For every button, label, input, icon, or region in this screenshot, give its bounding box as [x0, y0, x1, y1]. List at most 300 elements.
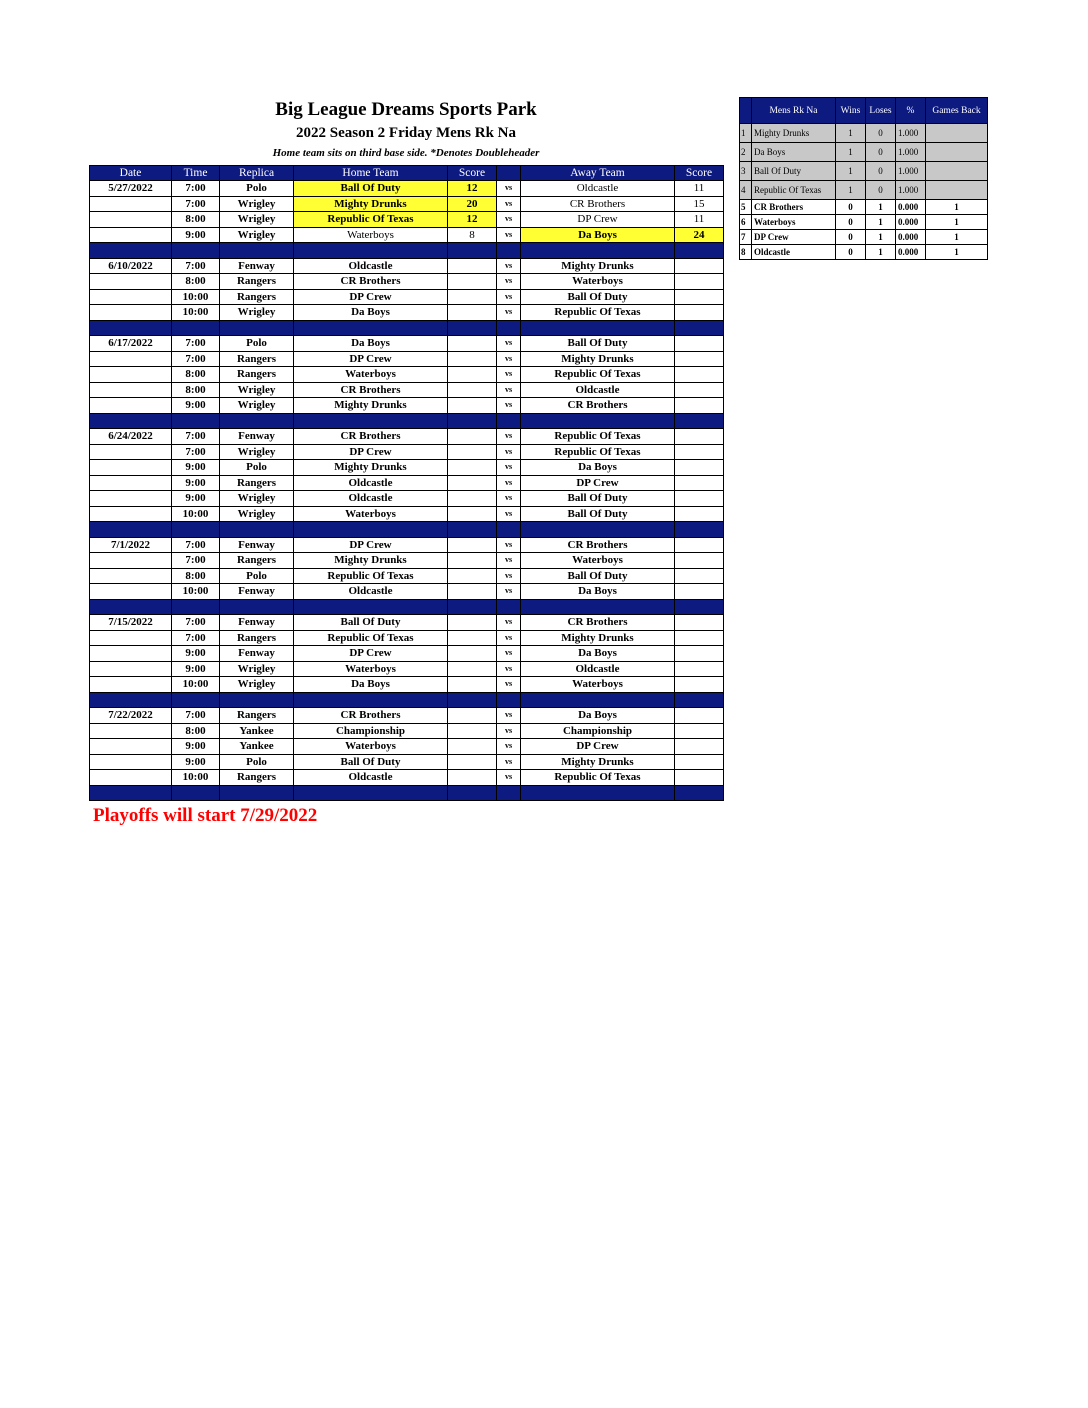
home-score — [448, 336, 497, 352]
separator-cell — [497, 785, 521, 801]
away-score — [675, 429, 724, 445]
team-pct: 1.000 — [896, 143, 926, 162]
away-team: Waterboys — [521, 274, 675, 290]
away-team: Mighty Drunks — [521, 351, 675, 367]
game-time: 10:00 — [172, 677, 220, 693]
vs-label: vs — [497, 460, 521, 476]
away-score — [675, 615, 724, 631]
team-games-back: 1 — [926, 215, 988, 230]
game-time: 10:00 — [172, 305, 220, 321]
game-field: Rangers — [220, 630, 294, 646]
table-row — [90, 708, 724, 724]
away-team: Ball Of Duty — [521, 491, 675, 507]
game-field: Polo — [220, 568, 294, 584]
separator-cell — [172, 320, 220, 336]
vs-label: vs — [497, 553, 521, 569]
separator-cell — [294, 522, 448, 538]
away-team: Da Boys — [521, 708, 675, 724]
table-row — [90, 460, 724, 476]
page-subtitle: 2022 Season 2 Friday Mens Rk Na — [295, 125, 516, 141]
table-row — [90, 661, 724, 677]
home-team: Waterboys — [294, 367, 448, 383]
home-team: Oldcastle — [294, 584, 448, 600]
game-time: 8:00 — [172, 274, 220, 290]
table-row — [90, 274, 724, 290]
table-row — [90, 630, 724, 646]
team-loses: 1 — [866, 215, 896, 230]
game-date — [90, 444, 172, 460]
col-away-team: Away Team — [521, 166, 675, 181]
separator-cell — [521, 599, 675, 615]
game-field: Wrigley — [220, 661, 294, 677]
away-score — [675, 398, 724, 414]
home-score — [448, 553, 497, 569]
team-pct: 1.000 — [896, 181, 926, 200]
game-field: Wrigley — [220, 305, 294, 321]
away-score — [675, 475, 724, 491]
team-loses: 0 — [866, 181, 896, 200]
away-score — [675, 444, 724, 460]
game-date — [90, 661, 172, 677]
home-team: CR Brothers — [294, 708, 448, 724]
standings-row — [740, 143, 988, 162]
game-date — [90, 646, 172, 662]
vs-label: vs — [497, 351, 521, 367]
home-team: Mighty Drunks — [294, 196, 448, 212]
table-row — [90, 754, 724, 770]
game-date: 7/15/2022 — [90, 615, 172, 631]
game-time: 7:00 — [172, 258, 220, 274]
game-field: Wrigley — [220, 491, 294, 507]
table-row — [90, 429, 724, 445]
week-separator — [90, 522, 724, 538]
game-field: Fenway — [220, 646, 294, 662]
away-score — [675, 336, 724, 352]
away-score — [675, 584, 724, 600]
away-score — [675, 460, 724, 476]
table-row — [90, 615, 724, 631]
team-name: Ball Of Duty — [752, 162, 836, 181]
game-time: 9:00 — [172, 754, 220, 770]
vs-label: vs — [497, 491, 521, 507]
away-score — [675, 274, 724, 290]
team-wins: 0 — [836, 200, 866, 215]
vs-label: vs — [497, 382, 521, 398]
game-date — [90, 212, 172, 228]
separator-cell — [172, 522, 220, 538]
separator-cell — [172, 243, 220, 259]
away-score — [675, 367, 724, 383]
standings-row — [740, 215, 988, 230]
game-field: Fenway — [220, 429, 294, 445]
team-games-back: 1 — [926, 245, 988, 260]
table-row — [90, 553, 724, 569]
game-field: Wrigley — [220, 212, 294, 228]
team-games-back — [926, 143, 988, 162]
away-team: Oldcastle — [521, 181, 675, 197]
home-team: Republic Of Texas — [294, 568, 448, 584]
game-date — [90, 475, 172, 491]
away-score — [675, 770, 724, 786]
game-field: Rangers — [220, 770, 294, 786]
game-field: Fenway — [220, 258, 294, 274]
team-wins: 0 — [836, 230, 866, 245]
team-wins: 1 — [836, 162, 866, 181]
standings-row — [740, 181, 988, 200]
col-wins: Wins — [836, 98, 866, 124]
game-time: 9:00 — [172, 227, 220, 243]
game-field: Rangers — [220, 553, 294, 569]
separator-cell — [294, 413, 448, 429]
away-score — [675, 754, 724, 770]
col-home-score: Score — [448, 166, 497, 181]
game-time: 8:00 — [172, 568, 220, 584]
separator-cell — [521, 413, 675, 429]
separator-cell — [497, 522, 521, 538]
vs-label: vs — [497, 770, 521, 786]
team-games-back: 1 — [926, 200, 988, 215]
home-team: Waterboys — [294, 739, 448, 755]
team-rank: 3 — [740, 162, 752, 181]
team-pct: 0.000 — [896, 245, 926, 260]
home-score — [448, 630, 497, 646]
home-score: 12 — [448, 212, 497, 228]
game-date — [90, 227, 172, 243]
game-date — [90, 289, 172, 305]
home-team: Da Boys — [294, 677, 448, 693]
home-team: DP Crew — [294, 289, 448, 305]
away-team: Oldcastle — [521, 661, 675, 677]
separator-cell — [220, 599, 294, 615]
game-date: 5/27/2022 — [90, 181, 172, 197]
separator-cell — [294, 320, 448, 336]
away-team: Oldcastle — [521, 382, 675, 398]
game-time: 9:00 — [172, 739, 220, 755]
separator-cell — [294, 243, 448, 259]
vs-label: vs — [497, 274, 521, 290]
table-row — [90, 212, 724, 228]
vs-label: vs — [497, 305, 521, 321]
game-field: Wrigley — [220, 444, 294, 460]
home-team: Championship — [294, 723, 448, 739]
home-team: Da Boys — [294, 336, 448, 352]
game-field: Wrigley — [220, 398, 294, 414]
separator-cell — [675, 692, 724, 708]
home-team: Waterboys — [294, 506, 448, 522]
game-time: 9:00 — [172, 398, 220, 414]
game-date — [90, 553, 172, 569]
week-separator — [90, 320, 724, 336]
home-score — [448, 677, 497, 693]
away-team: Republic Of Texas — [521, 367, 675, 383]
table-row — [90, 305, 724, 321]
game-time: 10:00 — [172, 770, 220, 786]
game-field: Wrigley — [220, 196, 294, 212]
vs-label: vs — [497, 584, 521, 600]
home-team: Waterboys — [294, 227, 448, 243]
separator-cell — [497, 692, 521, 708]
separator-cell — [172, 785, 220, 801]
home-score — [448, 429, 497, 445]
team-games-back — [926, 162, 988, 181]
home-score: 20 — [448, 196, 497, 212]
separator-cell — [675, 243, 724, 259]
separator-cell — [448, 692, 497, 708]
away-team: Republic Of Texas — [521, 770, 675, 786]
team-name: CR Brothers — [752, 200, 836, 215]
away-team: Ball Of Duty — [521, 289, 675, 305]
game-time: 9:00 — [172, 646, 220, 662]
separator-cell — [521, 692, 675, 708]
away-score: 11 — [675, 212, 724, 228]
table-row — [90, 770, 724, 786]
away-score — [675, 630, 724, 646]
home-team: Republic Of Texas — [294, 630, 448, 646]
separator-cell — [90, 413, 172, 429]
away-score — [675, 677, 724, 693]
game-time: 9:00 — [172, 460, 220, 476]
separator-cell — [294, 785, 448, 801]
table-row — [90, 723, 724, 739]
vs-label: vs — [497, 196, 521, 212]
table-row — [90, 289, 724, 305]
home-score — [448, 754, 497, 770]
separator-cell — [220, 413, 294, 429]
home-score — [448, 475, 497, 491]
separator-cell — [675, 413, 724, 429]
home-team: Oldcastle — [294, 258, 448, 274]
home-team: Mighty Drunks — [294, 553, 448, 569]
away-score — [675, 553, 724, 569]
game-date — [90, 506, 172, 522]
col-loses: Loses — [866, 98, 896, 124]
away-team: Republic Of Texas — [521, 429, 675, 445]
away-team: DP Crew — [521, 739, 675, 755]
home-team: CR Brothers — [294, 429, 448, 445]
separator-cell — [172, 413, 220, 429]
week-separator — [90, 692, 724, 708]
schedule-header-row — [90, 166, 724, 181]
game-field: Polo — [220, 181, 294, 197]
home-team: CR Brothers — [294, 382, 448, 398]
vs-label: vs — [497, 537, 521, 553]
table-row — [90, 336, 724, 352]
table-row — [90, 568, 724, 584]
home-score — [448, 615, 497, 631]
team-name: Mighty Drunks — [752, 124, 836, 143]
game-date — [90, 677, 172, 693]
separator-cell — [90, 522, 172, 538]
separator-cell — [220, 785, 294, 801]
team-loses: 1 — [866, 230, 896, 245]
home-team: Mighty Drunks — [294, 460, 448, 476]
game-field: Wrigley — [220, 227, 294, 243]
home-team: DP Crew — [294, 646, 448, 662]
away-team: Da Boys — [521, 646, 675, 662]
col-replica: Replica — [220, 166, 294, 181]
team-wins: 1 — [836, 143, 866, 162]
vs-label: vs — [497, 723, 521, 739]
game-field: Yankee — [220, 739, 294, 755]
away-score — [675, 491, 724, 507]
game-field: Fenway — [220, 615, 294, 631]
vs-label: vs — [497, 475, 521, 491]
away-score — [675, 305, 724, 321]
team-pct: 0.000 — [896, 215, 926, 230]
game-field: Wrigley — [220, 506, 294, 522]
separator-cell — [675, 320, 724, 336]
team-wins: 1 — [836, 124, 866, 143]
away-score — [675, 382, 724, 398]
away-team: Da Boys — [521, 227, 675, 243]
game-field: Yankee — [220, 723, 294, 739]
vs-label: vs — [497, 754, 521, 770]
away-team: Ball Of Duty — [521, 568, 675, 584]
table-row — [90, 382, 724, 398]
separator-cell — [448, 243, 497, 259]
game-date — [90, 398, 172, 414]
game-time: 8:00 — [172, 367, 220, 383]
game-date — [90, 723, 172, 739]
home-score — [448, 708, 497, 724]
game-field: Rangers — [220, 475, 294, 491]
home-team: DP Crew — [294, 537, 448, 553]
table-row — [90, 351, 724, 367]
home-score — [448, 444, 497, 460]
home-team: Oldcastle — [294, 475, 448, 491]
away-team: Ball Of Duty — [521, 506, 675, 522]
game-field: Wrigley — [220, 382, 294, 398]
separator-cell — [497, 599, 521, 615]
separator-cell — [497, 243, 521, 259]
away-team: Mighty Drunks — [521, 258, 675, 274]
home-team: Ball Of Duty — [294, 615, 448, 631]
team-wins: 0 — [836, 215, 866, 230]
game-field: Fenway — [220, 584, 294, 600]
separator-cell — [90, 692, 172, 708]
table-row — [90, 367, 724, 383]
separator-cell — [294, 692, 448, 708]
table-row — [90, 646, 724, 662]
game-field: Polo — [220, 460, 294, 476]
game-date: 6/10/2022 — [90, 258, 172, 274]
vs-label: vs — [497, 646, 521, 662]
home-score — [448, 382, 497, 398]
separator-cell — [220, 243, 294, 259]
team-rank: 6 — [740, 215, 752, 230]
game-time: 7:00 — [172, 336, 220, 352]
home-score — [448, 739, 497, 755]
separator-cell — [448, 785, 497, 801]
home-score — [448, 537, 497, 553]
game-time: 7:00 — [172, 196, 220, 212]
away-score — [675, 646, 724, 662]
game-date — [90, 584, 172, 600]
home-score — [448, 568, 497, 584]
home-score — [448, 584, 497, 600]
separator-cell — [675, 599, 724, 615]
home-score — [448, 274, 497, 290]
table-row — [90, 181, 724, 197]
home-score — [448, 460, 497, 476]
table-row — [90, 537, 724, 553]
vs-label: vs — [497, 367, 521, 383]
vs-label: vs — [497, 677, 521, 693]
separator-cell — [220, 522, 294, 538]
standings-row — [740, 162, 988, 181]
table-row — [90, 444, 724, 460]
team-rank: 2 — [740, 143, 752, 162]
away-team: Championship — [521, 723, 675, 739]
home-score — [448, 770, 497, 786]
game-field: Rangers — [220, 367, 294, 383]
standings-row — [740, 124, 988, 143]
home-score — [448, 491, 497, 507]
team-pct: 0.000 — [896, 230, 926, 245]
separator-cell — [521, 785, 675, 801]
team-rank: 1 — [740, 124, 752, 143]
team-loses: 1 — [866, 245, 896, 260]
table-row — [90, 739, 724, 755]
game-time: 7:00 — [172, 429, 220, 445]
vs-label: vs — [497, 289, 521, 305]
vs-label: vs — [497, 568, 521, 584]
away-score: 15 — [675, 196, 724, 212]
table-row — [90, 475, 724, 491]
separator-cell — [90, 599, 172, 615]
game-time: 7:00 — [172, 351, 220, 367]
standings-header-row — [740, 98, 988, 124]
team-wins: 1 — [836, 181, 866, 200]
table-row — [90, 677, 724, 693]
col-division: Mens Rk Na — [752, 98, 836, 124]
game-date — [90, 491, 172, 507]
away-team: CR Brothers — [521, 196, 675, 212]
vs-label: vs — [497, 661, 521, 677]
team-pct: 1.000 — [896, 162, 926, 181]
game-time: 8:00 — [172, 723, 220, 739]
game-field: Fenway — [220, 537, 294, 553]
week-separator — [90, 599, 724, 615]
away-score: 24 — [675, 227, 724, 243]
team-rank: 8 — [740, 245, 752, 260]
away-score — [675, 568, 724, 584]
game-date: 6/17/2022 — [90, 336, 172, 352]
game-field: Rangers — [220, 274, 294, 290]
game-time: 7:00 — [172, 537, 220, 553]
home-team-note: Home team sits on third base side. *Denotes Doubleheader — [272, 147, 540, 159]
away-team: DP Crew — [521, 475, 675, 491]
away-score — [675, 708, 724, 724]
vs-label: vs — [497, 444, 521, 460]
game-date — [90, 739, 172, 755]
col-rank — [740, 98, 752, 124]
team-rank: 4 — [740, 181, 752, 200]
home-team: Oldcastle — [294, 491, 448, 507]
home-score — [448, 258, 497, 274]
table-row — [90, 491, 724, 507]
game-field: Polo — [220, 336, 294, 352]
week-separator — [90, 243, 724, 259]
away-team: Waterboys — [521, 553, 675, 569]
game-time: 7:00 — [172, 444, 220, 460]
team-name: Da Boys — [752, 143, 836, 162]
game-date — [90, 367, 172, 383]
game-time: 7:00 — [172, 615, 220, 631]
team-pct: 1.000 — [896, 124, 926, 143]
away-score — [675, 723, 724, 739]
separator-cell — [675, 522, 724, 538]
